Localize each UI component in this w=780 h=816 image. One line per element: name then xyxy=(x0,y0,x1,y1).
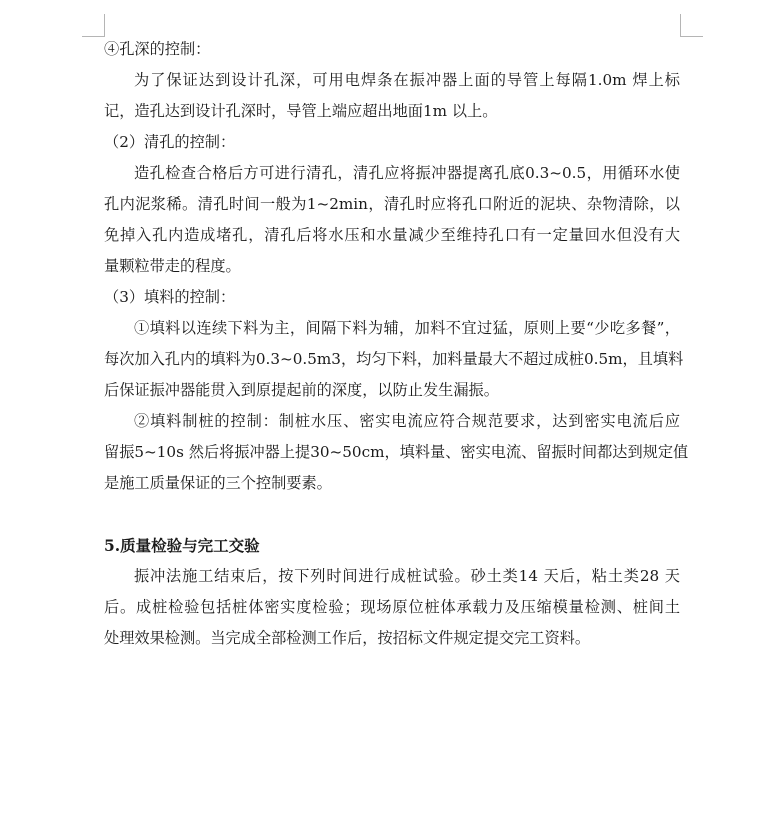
text-line: 量颗粒带走的程度。 xyxy=(104,257,241,275)
text-line: 免掉入孔内造成堵孔，清孔后将水压和水量减少至维持孔口有一定量回水但没有大 xyxy=(104,226,680,244)
text-line: 记，造孔达到设计孔深时，导管上端应超出地面1m 以上。 xyxy=(104,102,498,120)
section-heading-quality-inspection: 5.质量检验与完工交验 xyxy=(104,536,260,555)
text-line: 处理效果检测。当完成全部检测工作后，按招标文件规定提交完工资料。 xyxy=(104,629,590,647)
subheading-filling: （3）填料的控制： xyxy=(104,288,236,306)
text-line: 后。成桩检验包括桩体密实度检验；现场原位桩体承载力及压缩模量检测、桩间土 xyxy=(104,598,680,616)
text-line: 后保证振冲器能贯入到原提起前的深度，以防止发生漏振。 xyxy=(104,381,499,399)
text-line: 是施工质量保证的三个控制要素。 xyxy=(104,474,332,492)
paragraph-filling-2 xyxy=(104,406,689,499)
text-line: 每次加入孔内的填料为0.3~0.5m3，均匀下料，加料量最大不超过成桩0.5m，且填料 xyxy=(104,350,684,368)
document-body[interactable] xyxy=(104,34,689,654)
top-left-margin-mark xyxy=(82,14,105,37)
text-line: 造孔检查合格后方可进行清孔，清孔应将振冲器提离孔底0.3~0.5，用循环水使 xyxy=(134,164,680,182)
subheading-hole-depth: ④孔深的控制： xyxy=(104,40,211,58)
paragraph-filling-1 xyxy=(104,313,684,406)
text-line: 留振5~10s 然后将振冲器上提30~50cm，填料量、密实电流、留振时间都达到规定值 xyxy=(104,443,689,461)
text-line: ②填料制桩的控制：制桩水压、密实电流应符合规范要求，达到密实电流后应 xyxy=(134,412,680,430)
paragraph-quality-inspection xyxy=(104,561,680,654)
text-line: 为了保证达到设计孔深，可用电焊条在振冲器上面的导管上每隔1.0m 焊上标 xyxy=(134,71,680,89)
subheading-hole-cleaning: （2）清孔的控制： xyxy=(104,133,236,151)
text-line: 孔内泥浆稀。清孔时间一般为1~2min，清孔时应将孔口附近的泥块、杂物清除，以 xyxy=(104,195,680,213)
paragraph-hole-depth xyxy=(104,65,680,127)
text-line: 振冲法施工结束后，按下列时间进行成桩试验。砂土类14 天后，粘土类28 天 xyxy=(134,567,680,585)
paragraph-hole-cleaning xyxy=(104,158,680,282)
text-line: ①填料以连续下料为主，间隔下料为辅，加料不宜过猛，原则上要“少吃多餐”， xyxy=(134,319,680,337)
top-right-margin-mark xyxy=(680,14,703,37)
